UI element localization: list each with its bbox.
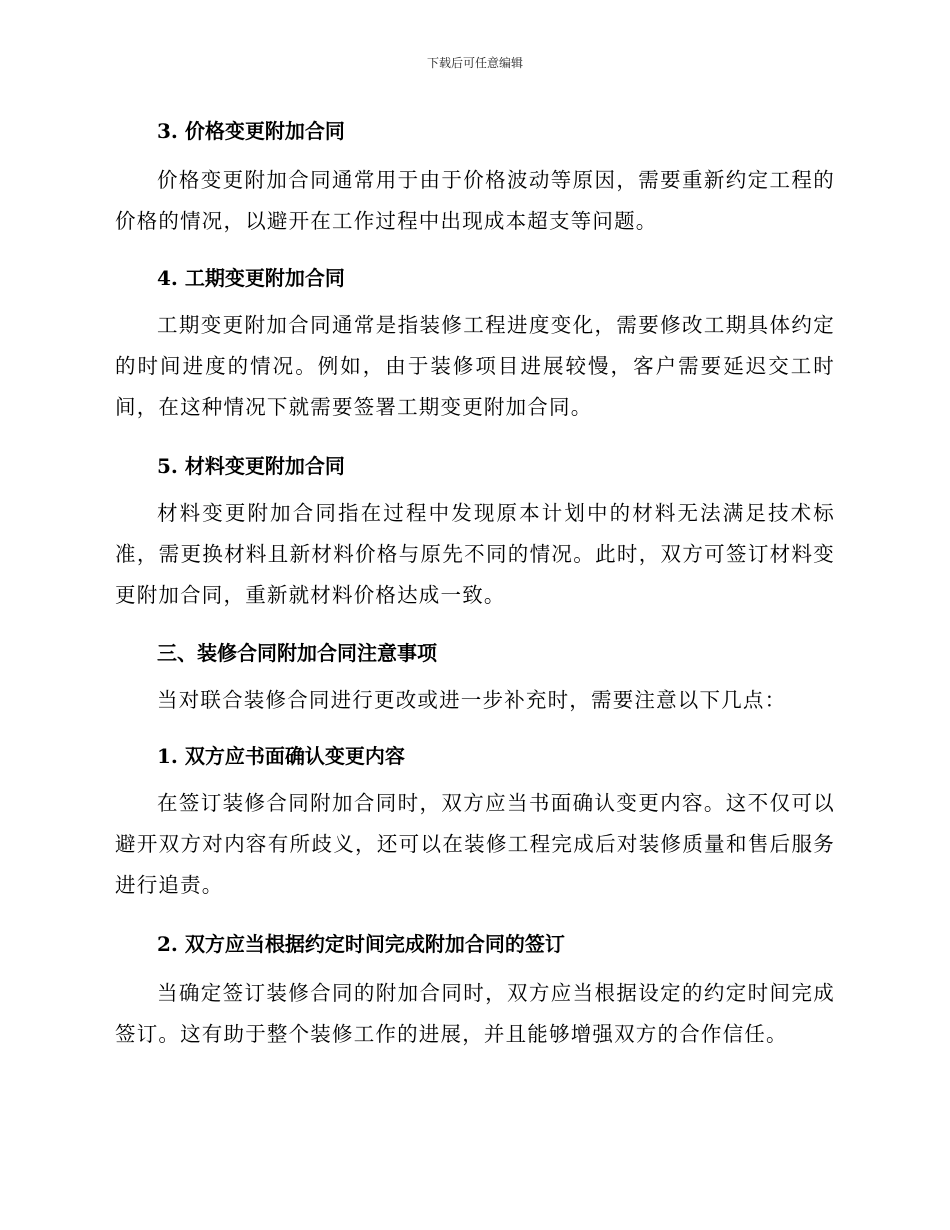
paragraph-written-confirmation: 在签订装修合同附加合同时，双方应当书面确认变更内容。这不仅可以避开双方对内容有所歧义，还可以在装修工程完成后对装修质量和售后服务进行追责。 xyxy=(115,791,835,897)
paragraph-price-change: 价格变更附加合同通常用于由于价格波动等原因，需要重新约定工程的价格的情况，以避开在工作过程中出现成本超支等问题。 xyxy=(115,168,835,233)
paragraph-material-change: 材料变更附加合同指在过程中发现原本计划中的材料无法满足技术标准，需更换材料且新材料价格与原先不同的情况。此时，双方可签订材料变更附加合同，重新就材料价格达成一致。 xyxy=(115,501,835,607)
section-heading-schedule-change: 4. 工期变更附加合同 xyxy=(157,266,345,290)
page-header: 下载后可任意编辑 xyxy=(426,56,523,70)
section-heading-material-change: 5. 材料变更附加合同 xyxy=(157,454,345,478)
paragraph-notes-intro: 当对联合装修合同进行更改或进一步补充时，需要注意以下几点： xyxy=(157,688,787,712)
section-heading-signing-deadline: 2. 双方应当根据约定时间完成附加合同的签订 xyxy=(157,932,565,956)
section-heading-written-confirmation: 1. 双方应书面确认变更内容 xyxy=(157,744,405,768)
chapter-heading-notes: 三、装修合同附加合同注意事项 xyxy=(157,641,437,665)
paragraph-signing-deadline: 当确定签订装修合同的附加合同时，双方应当根据设定的约定时间完成签订。这有助于整个装修工作的进展，并且能够增强双方的合作信任。 xyxy=(115,981,835,1046)
section-heading-price-change: 3. 价格变更附加合同 xyxy=(157,119,345,143)
paragraph-schedule-change: 工期变更附加合同通常是指装修工程进度变化，需要修改工期具体约定的时间进度的情况。例如，由于装修项目进展较慢，客户需要延迟交工时间，在这种情况下就需要签署工期变更附加合同。 xyxy=(115,313,835,419)
